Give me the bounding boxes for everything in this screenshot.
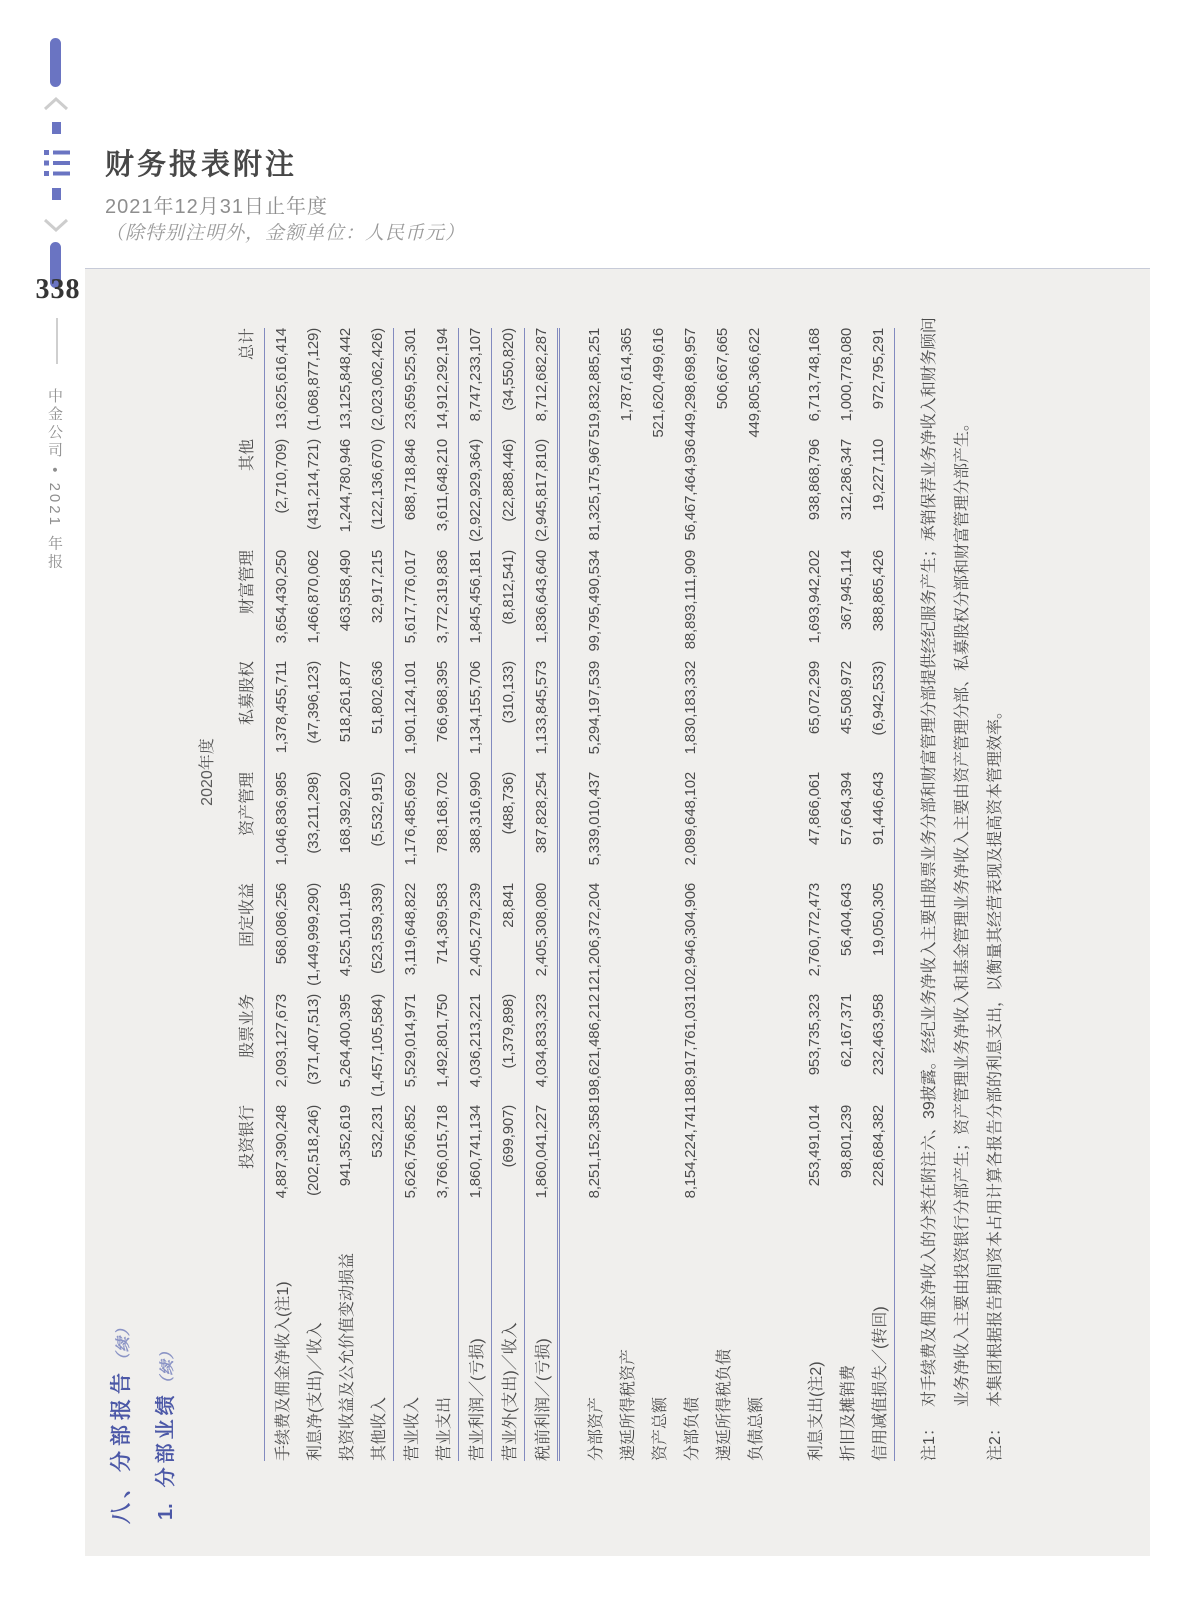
table-row xyxy=(265,328,298,1461)
cell-value: 388,865,426 xyxy=(862,550,895,661)
cell-value: 102,946,304,906 xyxy=(681,883,699,993)
column-header: 财富管理 xyxy=(221,550,265,661)
chevron-down-icon xyxy=(43,217,69,233)
cell-value xyxy=(642,883,674,994)
cell-value: 253,491,014 xyxy=(805,1105,823,1187)
row-label: 营业收入 xyxy=(403,1396,421,1461)
cell-value: 19,050,305 xyxy=(862,883,895,994)
list-icon xyxy=(44,149,70,182)
cell-value: (2,945,817,810) xyxy=(525,439,559,550)
note-label: 注2： xyxy=(987,1420,1004,1461)
cell-value: 1,046,836,985 xyxy=(272,772,290,866)
row-label: 投资收益及公允价值变动损益 xyxy=(338,1252,356,1461)
section-number: 八、 xyxy=(110,1472,133,1524)
cell-value: 81,325,175,967 xyxy=(585,439,603,541)
table-row xyxy=(830,328,862,1461)
cell-value: (122,136,670) xyxy=(361,439,394,550)
cell-value: 387,828,254 xyxy=(525,772,559,883)
cell-value: 788,168,702 xyxy=(426,772,459,883)
notes-block xyxy=(913,311,1012,1461)
row-label-header xyxy=(221,1216,265,1461)
cell-value: 506,667,665 xyxy=(713,328,731,410)
row-label: 资产总额 xyxy=(651,1396,669,1461)
page-title: 财务报表附注 xyxy=(105,149,298,181)
column-header: 股票业务 xyxy=(221,994,265,1105)
cell-value: 4,887,390,248 xyxy=(272,1105,290,1199)
row-label: 营业利润／(亏损) xyxy=(459,1216,492,1461)
cell-value: 1,466,870,062 xyxy=(304,550,322,644)
cell-value xyxy=(610,994,642,1105)
cell-value: (1,068,877,129) xyxy=(304,328,322,431)
row-label: 分部资产 xyxy=(587,1396,605,1461)
table-row xyxy=(578,328,610,1461)
cell-value: 51,802,636 xyxy=(361,661,394,772)
cell-value: (1,457,105,584) xyxy=(361,994,394,1105)
segment-table xyxy=(221,328,895,1461)
cell-value: (1,379,898) xyxy=(492,994,525,1105)
cell-value: 121,206,372,204 xyxy=(585,883,603,993)
cell-value: 1,836,643,640 xyxy=(525,550,559,661)
cell-value: 532,231 xyxy=(361,1105,394,1216)
cell-value: 8,154,224,741 xyxy=(681,1105,699,1199)
row-label: 营业外(支出)／收入 xyxy=(492,1216,525,1461)
cell-value: 3,766,015,718 xyxy=(426,1105,459,1216)
cell-value xyxy=(610,661,642,772)
table-row xyxy=(361,328,394,1461)
section-subtitle xyxy=(149,268,178,1520)
cell-value: 5,264,400,395 xyxy=(336,994,354,1088)
cell-value: 938,868,796 xyxy=(805,439,823,521)
rotated-sheet xyxy=(85,268,1150,1556)
row-label: 递延所得税负债 xyxy=(715,1348,733,1461)
cell-value: 3,119,648,822 xyxy=(401,883,419,976)
cell-value xyxy=(642,550,674,661)
row-label: 营业支出 xyxy=(426,1216,459,1461)
cell-value: 5,529,014,971 xyxy=(401,994,419,1088)
column-header: 固定收益 xyxy=(221,883,265,994)
table-header-row xyxy=(221,328,265,1461)
cell-value: 568,086,256 xyxy=(272,883,290,965)
table-row xyxy=(394,328,427,1461)
cell-value xyxy=(610,772,642,883)
table-row xyxy=(525,328,559,1461)
subsection-cont-tag: （续） xyxy=(159,1343,176,1392)
cell-value: 4,525,101,195 xyxy=(336,883,354,977)
cell-value: (5,532,915) xyxy=(361,772,394,883)
cell-value: 3,772,319,836 xyxy=(426,550,459,661)
cell-value: 1,901,124,101 xyxy=(401,661,419,755)
cell-value xyxy=(706,661,738,772)
cell-value xyxy=(706,883,738,994)
cell-value: 168,392,920 xyxy=(336,772,354,854)
cell-value xyxy=(642,772,674,883)
section-title xyxy=(105,268,135,1524)
note-text: 对手续费及佣金净收入的分类在附注六、39披露。经纪业务净收入主要由股票业务分部和财富管理分部提供经纪服务产生；承销保荐业务净收入和财务顾问业务净收入主要由投资银行分部产生；资产管理业务净收入和基金管理业务净收入主要由资产管理分部、私募股权分部和财富管理分部产生。 xyxy=(921,317,971,1407)
row-label: 手续费及佣金净收入(注1) xyxy=(274,1281,292,1461)
cell-value: 5,294,197,539 xyxy=(585,661,603,755)
note-item xyxy=(979,311,1012,1461)
bullet-square-icon xyxy=(52,122,61,134)
cell-value: 62,167,371 xyxy=(837,994,855,1068)
cell-value: 714,369,583 xyxy=(426,883,459,994)
cell-value xyxy=(706,994,738,1105)
cell-value: 3,654,430,250 xyxy=(272,550,290,644)
table-row xyxy=(492,328,525,1461)
cell-value: 449,298,698,957 xyxy=(681,328,699,438)
cell-value: 47,866,061 xyxy=(805,772,823,846)
page-number-rule xyxy=(56,318,58,364)
cell-value: 23,659,525,301 xyxy=(401,328,419,430)
cell-value xyxy=(738,439,770,550)
column-header: 其他 xyxy=(221,439,265,550)
cell-value: 8,712,682,287 xyxy=(525,328,559,439)
cell-value: (22,888,446) xyxy=(492,439,525,550)
cell-value: 5,626,756,852 xyxy=(401,1105,419,1199)
cell-value: 198,621,486,212 xyxy=(585,994,603,1104)
cell-value: (8,812,541) xyxy=(492,550,525,661)
cell-value: 3,611,648,210 xyxy=(426,439,459,550)
cell-value: 449,805,366,622 xyxy=(745,328,763,438)
cell-value: 56,404,643 xyxy=(837,883,855,957)
cell-value: (6,942,533) xyxy=(862,661,895,772)
cell-value: 521,620,499,616 xyxy=(649,328,667,438)
cell-value: 98,801,239 xyxy=(837,1105,855,1179)
cell-value: 1,133,845,573 xyxy=(525,661,559,772)
spacer-row xyxy=(559,328,579,1461)
cell-value: (1,449,999,290) xyxy=(304,883,322,986)
cell-value xyxy=(706,1105,738,1216)
cell-value: (34,550,820) xyxy=(492,328,525,439)
row-label: 分部负债 xyxy=(683,1396,701,1461)
note-label: 注1： xyxy=(921,1420,938,1461)
cell-value: 1,176,485,692 xyxy=(401,772,419,866)
spacer-cell xyxy=(770,328,798,1461)
cell-value: 941,352,619 xyxy=(336,1105,354,1187)
cell-value: 1,787,614,365 xyxy=(617,328,635,422)
cell-value: 14,912,292,194 xyxy=(426,328,459,439)
cell-value xyxy=(610,1105,642,1216)
row-label: 利息净(支出)／收入 xyxy=(306,1322,324,1461)
cell-value: 32,917,215 xyxy=(361,550,394,661)
cell-value: 688,718,846 xyxy=(401,439,419,521)
section-cont-tag: （续） xyxy=(115,1319,132,1368)
cell-value: 2,093,127,673 xyxy=(272,994,290,1088)
cell-value: (202,518,246) xyxy=(304,1105,322,1196)
cell-value: 2,760,772,473 xyxy=(805,883,823,977)
row-label: 负债总额 xyxy=(747,1396,765,1461)
cell-value xyxy=(738,550,770,661)
cell-value: 5,339,010,437 xyxy=(585,772,603,866)
spine-text: 中金公司 • 2021 年报 xyxy=(46,388,63,572)
subsection-title-text: 分部业绩 xyxy=(155,1391,177,1488)
cell-value: 519,832,885,251 xyxy=(585,328,603,438)
spacer-row xyxy=(770,328,798,1461)
cell-value: 4,034,833,323 xyxy=(525,994,559,1105)
column-header: 投资银行 xyxy=(221,1105,265,1216)
cell-value: 232,463,958 xyxy=(862,994,895,1105)
section-title-text: 分部报告 xyxy=(110,1368,133,1472)
cell-value: 972,795,291 xyxy=(862,328,895,439)
cell-value: 57,664,394 xyxy=(837,772,855,846)
cell-value: 6,713,748,168 xyxy=(805,328,823,422)
cell-value: 1,378,455,711 xyxy=(272,661,290,754)
cell-value xyxy=(738,994,770,1105)
table-row xyxy=(674,328,706,1461)
row-label: 折旧及摊销费 xyxy=(839,1364,857,1461)
cell-value xyxy=(738,1105,770,1216)
note-item xyxy=(913,311,979,1461)
cell-value: 1,830,183,332 xyxy=(681,661,699,755)
table-row xyxy=(459,328,492,1461)
column-header: 资产管理 xyxy=(221,772,265,883)
table-row xyxy=(329,328,361,1461)
cell-value: 28,841 xyxy=(492,883,525,994)
cell-value: 45,508,972 xyxy=(837,661,855,735)
cell-value xyxy=(642,1105,674,1216)
cell-value: 13,125,848,442 xyxy=(336,328,354,430)
cell-value xyxy=(706,550,738,661)
cell-value: 463,558,490 xyxy=(336,550,354,632)
column-header: 私募股权 xyxy=(221,661,265,772)
cell-value: 65,072,299 xyxy=(805,661,823,735)
cell-value xyxy=(610,439,642,550)
cell-value: (431,214,721) xyxy=(304,439,322,530)
cell-value: 8,251,152,358 xyxy=(585,1105,603,1199)
cell-value xyxy=(610,883,642,994)
cell-value: 13,625,616,414 xyxy=(272,328,290,430)
cell-value: 1,000,778,080 xyxy=(837,328,855,422)
page-number: 338 xyxy=(35,274,81,305)
cell-value: 388,316,990 xyxy=(459,772,492,883)
table-row xyxy=(642,328,674,1461)
cell-value: 19,227,110 xyxy=(862,439,895,550)
row-label: 税前利润／(亏损) xyxy=(525,1216,559,1461)
cell-value: (523,539,339) xyxy=(361,883,394,994)
bullet-square-icon xyxy=(52,188,61,200)
cell-value: 2,405,308,080 xyxy=(525,883,559,994)
table-row xyxy=(706,328,738,1461)
cell-value: 1,134,155,706 xyxy=(459,661,492,772)
cell-value: 4,036,213,221 xyxy=(459,994,492,1105)
row-label: 其他收入 xyxy=(361,1216,394,1461)
cell-value xyxy=(738,772,770,883)
cell-value xyxy=(642,661,674,772)
cell-value: 5,617,776,017 xyxy=(401,550,419,644)
year-header: 2020年度 xyxy=(199,738,216,806)
cell-value xyxy=(642,439,674,550)
cell-value: 1,860,741,134 xyxy=(459,1105,492,1216)
cell-value: (2,023,062,426) xyxy=(361,328,394,439)
cell-value xyxy=(706,439,738,550)
cell-value: 2,089,648,102 xyxy=(681,772,699,866)
cell-value: 766,968,395 xyxy=(426,661,459,772)
cell-value xyxy=(642,994,674,1105)
cell-value: 2,405,279,239 xyxy=(459,883,492,994)
table-row xyxy=(798,328,830,1461)
table-row xyxy=(738,328,770,1461)
page-subtitle-unit-note: （除特别注明外，金额单位：人民币元） xyxy=(105,223,466,244)
cell-value xyxy=(610,550,642,661)
row-label: 利息支出(注2) xyxy=(807,1361,825,1461)
cell-value: (488,736) xyxy=(492,772,525,883)
cell-value: 8,747,233,107 xyxy=(459,328,492,439)
cell-value: 953,735,323 xyxy=(805,994,823,1076)
cell-value xyxy=(738,661,770,772)
row-label: 递延所得税资产 xyxy=(619,1348,637,1461)
cell-value: 88,893,111,909 xyxy=(681,550,699,650)
cell-value: 367,945,114 xyxy=(837,550,855,631)
table-row xyxy=(862,328,895,1461)
cell-value: 1,693,942,202 xyxy=(805,550,823,644)
cell-value: (2,922,929,364) xyxy=(459,439,492,550)
cell-value xyxy=(706,772,738,883)
table-row xyxy=(610,328,642,1461)
cell-value xyxy=(738,883,770,994)
cell-value: 1,244,780,946 xyxy=(336,439,354,533)
cell-value: (699,907) xyxy=(492,1105,525,1216)
cell-value: 91,446,643 xyxy=(862,772,895,883)
cell-value: 228,684,382 xyxy=(862,1105,895,1216)
cell-value: (47,396,123) xyxy=(304,661,322,744)
cell-value: 1,845,456,181 xyxy=(459,550,492,661)
decorative-bar-top xyxy=(50,38,61,87)
table-row xyxy=(297,328,329,1461)
cell-value: 1,492,801,750 xyxy=(426,994,459,1105)
subsection-number: 1. xyxy=(155,1503,177,1520)
cell-value: 1,860,041,227 xyxy=(525,1105,559,1216)
column-header: 总计 xyxy=(221,328,265,439)
cell-value: (310,133) xyxy=(492,661,525,772)
cell-value: (2,710,709) xyxy=(272,439,290,514)
page-subtitle-period: 2021年12月31日止年度 xyxy=(105,196,328,218)
cell-value: 56,467,464,936 xyxy=(681,439,699,541)
row-label: 信用减值损失／(转回) xyxy=(862,1216,895,1461)
cell-value: (371,407,513) xyxy=(304,994,322,1085)
spacer-cell xyxy=(559,328,579,1461)
chevron-up-icon xyxy=(43,96,69,112)
cell-value: 518,261,877 xyxy=(336,661,354,743)
cell-value: 188,917,761,031 xyxy=(681,994,699,1104)
cell-value: 99,795,490,534 xyxy=(585,550,603,652)
note-text: 本集团根据报告期间资本占用计算各报告分部的利息支出，以衡量其经营表现及提高资本管理效率。 xyxy=(987,702,1004,1407)
cell-value: 312,286,347 xyxy=(837,439,855,521)
cell-value: (33,211,298) xyxy=(304,772,322,854)
table-row xyxy=(426,328,459,1461)
